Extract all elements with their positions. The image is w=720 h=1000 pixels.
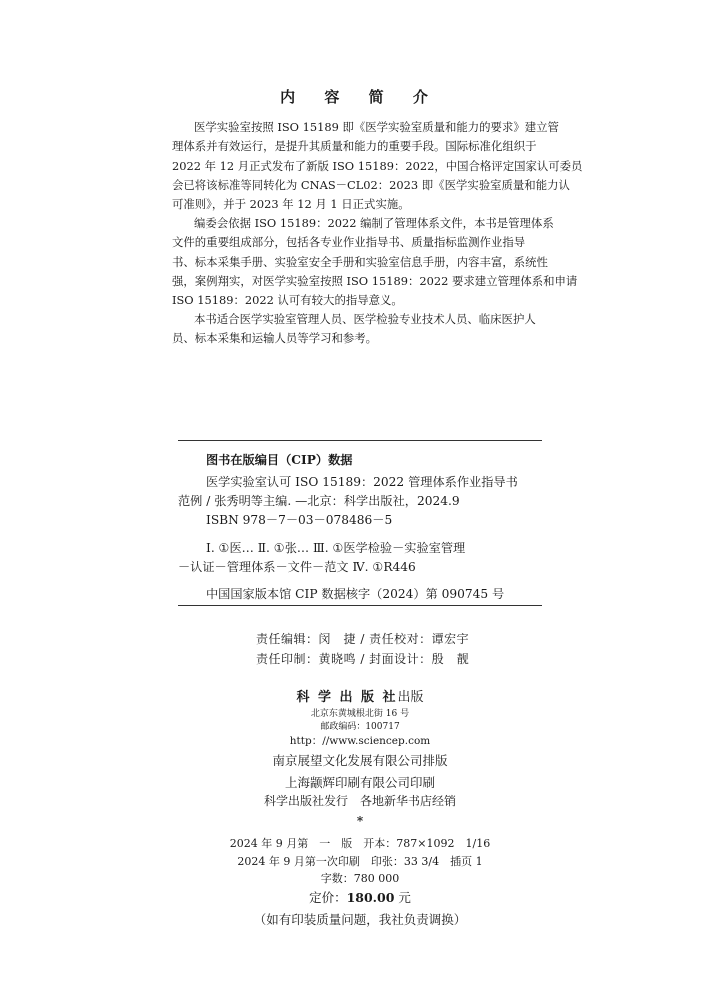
separator-star: * <box>356 814 364 828</box>
summary-paragraph-2 <box>172 214 578 310</box>
cip-bottom-rule <box>178 605 542 606</box>
price-value: 180.00 <box>346 890 395 905</box>
text-line: 员、标本采集和运输人员等学习和参考。 <box>172 331 378 346</box>
cip-author-line: 范例 / 张秀明等主编. —北京：科学出版社，2024.9 <box>178 494 460 508</box>
publisher-address: 北京东黄城根北街 16 号 <box>310 709 410 719</box>
typesetter-line: 南京展望文化发展有限公司排版 <box>272 753 448 768</box>
text-line: 书、标本采集手册、实验室安全手册和实验室信息手册，内容丰富，系统性 <box>172 254 548 269</box>
summary-paragraph-1 <box>172 118 583 214</box>
publisher-postcode: 邮政编码：100717 <box>320 722 400 732</box>
publisher-logo: 科 学 出 版 社 <box>296 690 398 705</box>
summary-paragraph-3 <box>172 310 552 349</box>
cip-classification-1: Ⅰ. ①医… Ⅱ. ①张… Ⅲ. ①医学检验－实验室管理 <box>206 541 466 555</box>
text-line: 编委会依据 ISO 15189：2022 编制了管理体系文件，本书是管理体系 <box>194 216 554 230</box>
quality-note: （如有印装质量问题，我社负责调换） <box>253 912 467 927</box>
cip-classification-2: －认证－管理体系－文件－范文 Ⅳ. ①R446 <box>178 560 416 574</box>
price-unit: 元 <box>394 890 411 905</box>
cip-heading: 图书在版编目（CIP）数据 <box>206 453 353 467</box>
text-line: 强，案例翔实，对医学实验室按照 ISO 15189：2022 要求建立管理体系和申请 <box>172 273 578 288</box>
text-line: ISO 15189：2022 认可有较大的指导意义。 <box>172 293 403 308</box>
distribution-line: 科学出版社发行 各地新华书店经销 <box>263 794 456 808</box>
text-line: 可准则》，并于 2023 年 12 月 1 日正式实施。 <box>172 197 410 212</box>
publisher-suffix: 出版 <box>397 690 424 705</box>
publisher-line <box>0 686 720 705</box>
summary-title: 内 容 简 介 <box>280 88 440 106</box>
text-line: 文件的重要组成部分，包括各专业作业指导书、质量指标监测作业指导 <box>172 235 526 250</box>
text-line: 医学实验室按照 ISO 15189 即《医学实验室质量和能力的要求》建立管 <box>194 120 559 134</box>
printer-line: 上海颛辉印刷有限公司印刷 <box>284 775 435 790</box>
cip-isbn: ISBN 978－7－03－078486－5 <box>206 513 393 527</box>
cip-title-line: 医学实验室认可 ISO 15189：2022 管理体系作业指导书 <box>206 475 518 489</box>
price-line <box>0 888 720 906</box>
price-label: 定价： <box>309 890 347 905</box>
edition-line-2: 2024 年 9 月第一次印刷 印张：33 3/4 插页 1 <box>237 855 483 868</box>
text-line: 会已将该标准等同转化为 CNAS－CL02：2023 即《医学实验室质量和能力认 <box>172 177 570 192</box>
publisher-website: http：//www.sciencep.com <box>289 735 431 747</box>
credits-line-1: 责任编辑：闵 捷 / 责任校对：谭宏宇 <box>256 632 470 646</box>
cip-top-rule <box>178 440 542 441</box>
text-line: 本书适合医学实验室管理人员、医学检验专业技术人员、临床医护人 <box>194 312 536 326</box>
cip-library-number: 中国国家版本馆 CIP 数据核字（2024）第 090745 号 <box>206 587 505 601</box>
word-count: 字数：780 000 <box>320 872 400 885</box>
text-line: 理体系并有效运行，是提升其质量和能力的重要手段。国际标准化组织于 <box>172 139 537 154</box>
credits-line-2: 责任印制：黄晓鸣 / 封面设计：殷 靓 <box>256 652 470 666</box>
edition-line-1: 2024 年 9 月第 一 版 开本：787×1092 1/16 <box>229 837 491 850</box>
text-line: 2022 年 12 月正式发布了新版 ISO 15189：2022，中国合格评定国家认可委员 <box>172 158 583 173</box>
